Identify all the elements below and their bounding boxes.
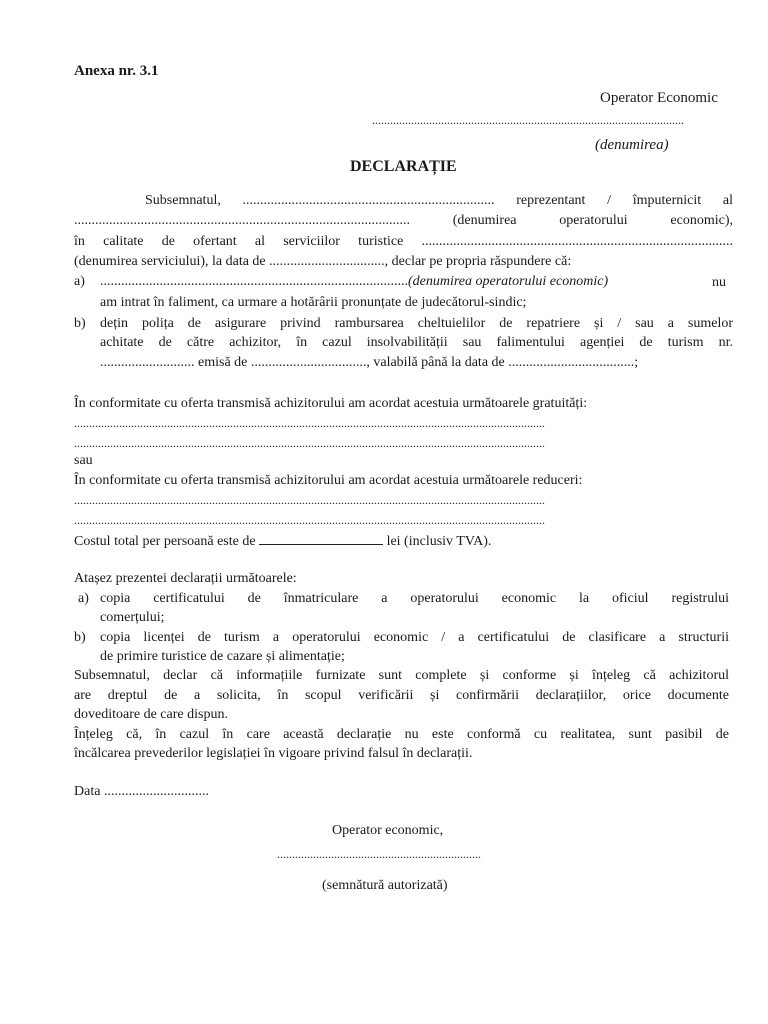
item-a-hint: (denumirea operatorului economic) xyxy=(408,274,609,289)
closing-p1-line-2: are dreptul de a solicita, în scopul verificării și confirmării declarațiilor, orice documente xyxy=(74,688,729,703)
attachment-a-line-1: copia certificatului de înmatriculare a operatorului economic la oficiul registrului xyxy=(100,591,729,606)
gratuities-or: sau xyxy=(74,453,93,468)
item-a-dots: ........................................................................................ xyxy=(100,274,408,289)
reductions-line-2: ............................................................................................................................................................. xyxy=(74,514,545,526)
operator-label: Operator Economic xyxy=(600,90,718,106)
closing-p2-line-1: Înțeleg că, în cazul în care această declarație nu este conformă cu realitatea, sunt pasibil de xyxy=(74,727,729,742)
intro-line-3: în calitate de ofertant al serviciilor turistice ......................................................................................... xyxy=(74,234,733,249)
item-b-line-2: achitate de către achizitor, în cazul insolvabilității sau falimentului agenției de turism nr. xyxy=(100,335,733,350)
item-b-line-3: ........................... emisă de ................................., valabilă până la data de ....................................; xyxy=(100,355,639,370)
cost-line xyxy=(74,532,491,549)
document-title: DECLARAȚIE xyxy=(350,158,457,175)
cost-suffix: lei (inclusiv TVA). xyxy=(386,534,492,549)
intro-line-1: Subsemnatul, ........................................................................ reprezentant / împuternicit al xyxy=(145,193,733,208)
item-a-marker: a) xyxy=(74,274,85,289)
attachment-b-line-1: copia licenței de turism a operatorului economic / a certificatului de clasificare a structurii xyxy=(100,630,729,645)
reductions-heading: În conformitate cu oferta transmisă achizitorului am acordat acestuia următoarele reduceri: xyxy=(74,473,583,488)
attachment-a-line-2: comerțului; xyxy=(100,610,165,625)
date-dots: .............................. xyxy=(103,784,209,799)
closing-p2-line-2: încălcarea prevederilor legislației în vigoare privind falsul în declarații. xyxy=(74,746,473,761)
cost-prefix: Costul total per persoană este de xyxy=(74,534,256,549)
item-b-marker: b) xyxy=(74,316,86,331)
item-a-line-2: am intrat în faliment, ca urmare a hotărârii pronunțate de judecătorul-sindic; xyxy=(100,295,527,310)
intro-line-2: ................................................................................................ (denumirea operatorului economic), xyxy=(74,213,733,228)
signature-hint: (semnătură autorizată) xyxy=(322,878,448,893)
closing-p1-line-1: Subsemnatul, declar că informațiile furnizate sunt complete și conforme și înțeleg că achizitorul xyxy=(74,668,729,683)
annex-label: Anexa nr. 3.1 xyxy=(74,63,159,79)
item-b-line-1: dețin polița de asigurare privind rambursarea cheltuielilor de repatriere și / sau a sumelor xyxy=(100,316,733,331)
closing-p1-line-3: doveditoare de care dispun. xyxy=(74,707,228,722)
attachment-a-marker: a) xyxy=(78,591,89,606)
intro-line-4: (denumirea serviciului), la data de ................................., declar pe propria răspundere că: xyxy=(74,254,572,269)
signature-dots: .................................................................... xyxy=(277,847,481,861)
operator-name-dots: ........................................................................................................ xyxy=(372,114,684,126)
footer-operator-label: Operator economic, xyxy=(332,823,444,838)
attachment-b-marker: b) xyxy=(74,630,86,645)
attachments-heading: Atașez prezentei declarații următoarele: xyxy=(74,571,297,586)
gratuities-heading: În conformitate cu oferta transmisă achizitorului am acordat acestuia următoarele gratuități: xyxy=(74,396,588,411)
cost-blank xyxy=(259,532,383,545)
date-label: Data xyxy=(74,784,101,799)
reductions-line-1: ............................................................................................................................................................. xyxy=(74,494,545,506)
attachment-b-line-2: de primire turistice de cazare și alimentație; xyxy=(100,649,345,664)
operator-name-hint: (denumirea) xyxy=(595,137,669,153)
date-line xyxy=(74,785,209,799)
gratuities-line-2: ............................................................................................................................................................. xyxy=(74,437,545,449)
item-a-end: nu xyxy=(712,275,726,290)
item-a-line-1 xyxy=(100,275,608,289)
gratuities-line-1: ............................................................................................................................................................. xyxy=(74,417,545,429)
